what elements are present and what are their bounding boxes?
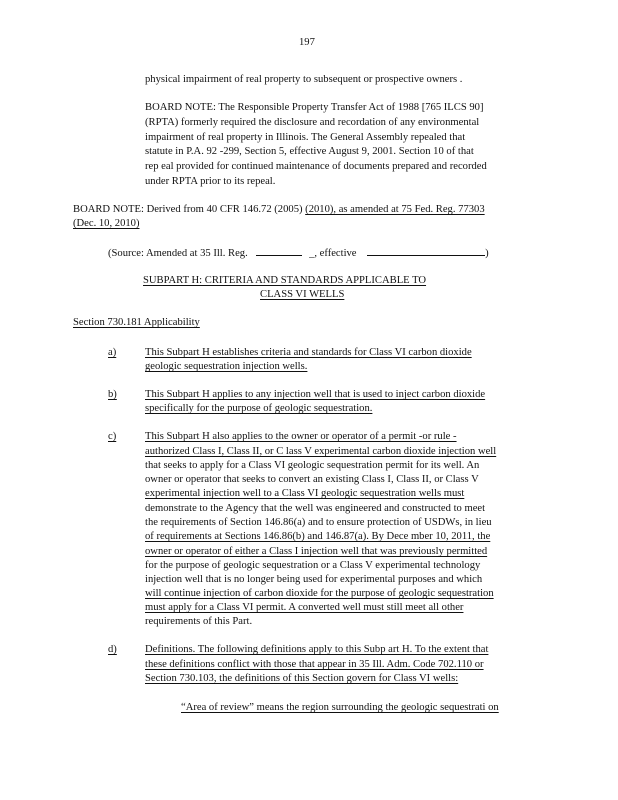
item-c-line: This Subpart H also applies to the owner or operator of a permit -or rule - <box>145 431 457 442</box>
item-c-line: must apply for a Class VI permit. A converted well must still meet all other <box>145 602 464 613</box>
item-c-line: the requirements of Section 146.86(a) and to ensure protection of USDWs, in lieu <box>145 517 492 528</box>
board-note-1-line: under RPTA prior to its repeal. <box>145 176 276 187</box>
item-d-line: Section 730.103, the definitions of this Section govern for Class VI wells: <box>145 673 459 684</box>
item-label: b) <box>108 389 117 400</box>
page-number: 197 <box>299 37 315 48</box>
source-suffix: ) <box>485 248 489 259</box>
item-c-line: will continue injection of carbon dioxide for the purpose of geologic sequestration <box>145 588 494 599</box>
item-c-line: injection well that is no longer being used for experimental purposes and which <box>145 574 483 585</box>
section-heading: Section 730.181 Applicability <box>73 317 200 328</box>
item-c-line: owner or operator of either a Class I injection well that was previously permitted <box>145 546 488 557</box>
source-reg-blank <box>256 245 302 256</box>
item-c-line: demonstrate to the Agency that the well was engineered and constructed to meet <box>145 503 486 514</box>
item-label: d) <box>108 644 117 655</box>
item-d-line: Definitions. The following definitions apply to this Subp art H. To the extent that <box>145 644 489 655</box>
board-note-1-line: (RPTA) formerly required the disclosure and recordation of any environmental <box>145 117 480 128</box>
item-label: a) <box>108 347 117 358</box>
item-a-line: This Subpart H establishes criteria and standards for Class VI carbon dioxide <box>145 347 472 358</box>
board-note-1-line: impairment of real property in Illinois. The General Assembly repealed that <box>145 132 466 143</box>
board-note-2-prefix: BOARD NOTE: Derived from 40 CFR 146.72 (2005) <box>73 204 306 215</box>
source-line <box>108 245 489 260</box>
item-b-line: This Subpart H applies to any injection well that is used to inject carbon dioxide <box>145 389 486 400</box>
item-c-line: that seeks to apply for a Class VI geologic sequestration permit for its well. An <box>145 460 480 471</box>
source-effective: _, effective <box>309 248 357 259</box>
intro-text: physical impairment of real property to subsequent or prospective owners . <box>145 74 463 85</box>
item-b-line: specifically for the purpose of geologic sequestration. <box>145 403 373 414</box>
board-note-2-line1 <box>73 203 485 216</box>
item-label: c) <box>108 431 117 442</box>
board-note-2-line2: (Dec. 10, 2010) <box>73 218 140 229</box>
item-c-line: authorized Class I, Class II, or C lass V experimental carbon dioxide injection well <box>145 446 497 457</box>
area-of-review-definition: “Area of review” means the region surrounding the geologic sequestrati on <box>181 702 499 713</box>
source-date-blank <box>367 245 485 256</box>
subpart-heading-line1: SUBPART H: CRITERIA AND STANDARDS APPLICABLE TO <box>143 275 427 286</box>
board-note-1-line: BOARD NOTE: The Responsible Property Transfer Act of 1988 [765 ILCS 90] <box>145 102 484 113</box>
item-a-line: geologic sequestration injection wells. <box>145 361 308 372</box>
item-c-line: of requirements at Sections 146.86(b) and 146.87(a). By Dece mber 10, 2011, the <box>145 531 491 542</box>
board-note-1-line: rep eal provided for continued maintenance of documents prepared and recorded <box>145 161 487 172</box>
item-c-line: experimental injection well to a Class VI geologic sequestration wells must <box>145 488 465 499</box>
item-c-line: for the purpose of geologic sequestration or a Class V experimental technology <box>145 560 481 571</box>
board-note-1-line: statute in P.A. 92 -299, Section 5, effective August 9, 2001. Section 10 of that <box>145 146 474 157</box>
source-prefix: (Source: Amended at 35 Ill. Reg. <box>108 248 248 259</box>
item-d-line: these definitions conflict with those that appear in 35 Ill. Adm. Code 702.110 or <box>145 659 484 670</box>
item-c-line: requirements of this Part. <box>145 616 253 627</box>
subpart-heading-line2: CLASS VI WELLS <box>260 289 345 300</box>
item-c-line: owner or operator that seeks to convert an existing Class I, Class II, or Class V <box>145 474 479 485</box>
board-note-2-amendment: (2010), as amended at 75 Fed. Reg. 77303 <box>305 204 485 215</box>
